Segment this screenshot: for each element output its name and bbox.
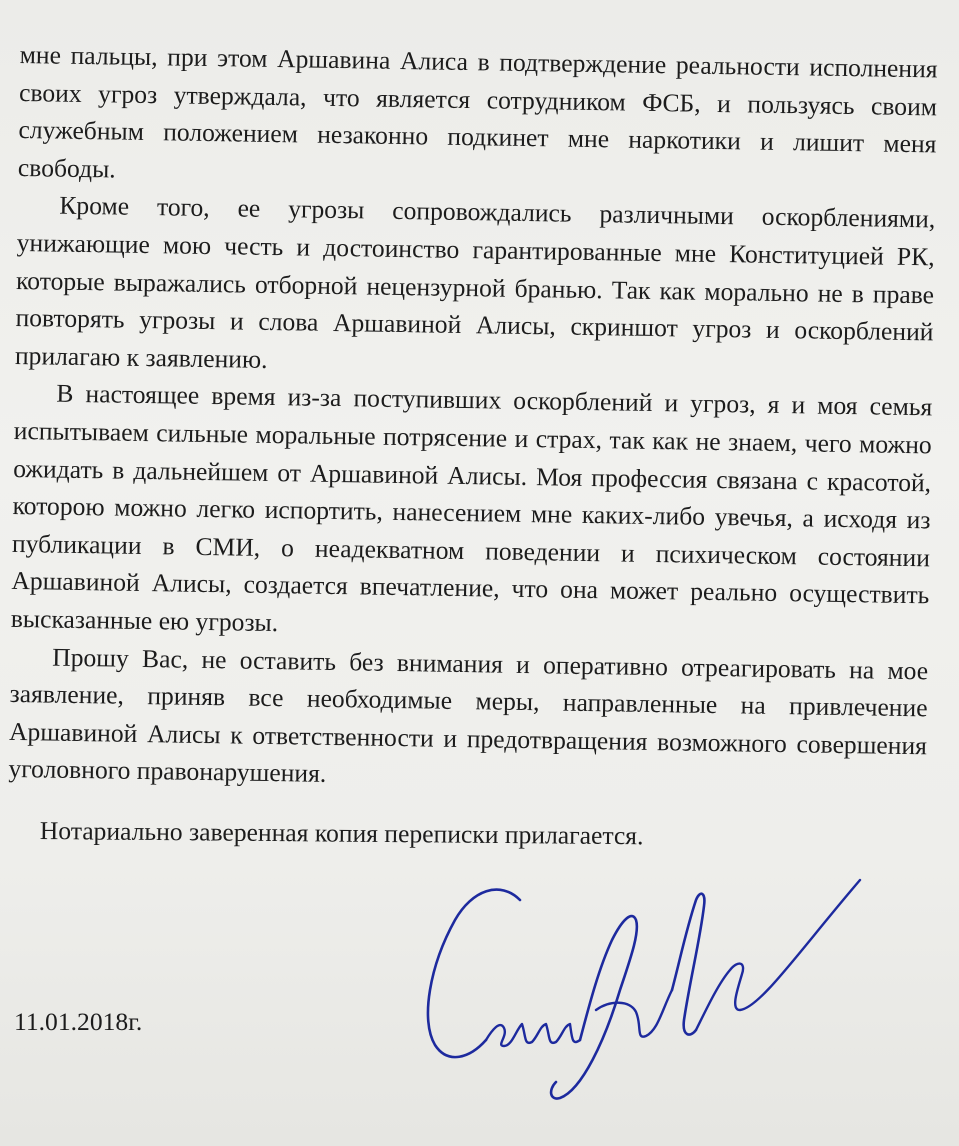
paragraph-1: мне пальцы, при этом Аршавина Алиса в подтверждение реальности исполнения своих угроз утверждала, что является сотрудником ФСБ, и пользуясь своим служебным положением незаконно подкинет мне наркотики и лишит меня свободы. [17,39,938,184]
paragraph-2: Кроме того, ее угрозы сопровождались различными оскорблениями, унижающие мою честь и достоинство гарантированные мне Конституцией РК, которые выражались отборной нецензурной бранью. Так как морально не в праве повторять угрозы и слова Аршавиной Алисы, скриншот угроз и оскорблений прилагаю к заявлению. [14,191,936,374]
paragraph-3: В настоящее время из-за поступивших оскорблений и угроз, я и моя семья испытываем сильные моральные потрясение и страх, так как не знаем, чего можно ожидать в дальнейшем от Аршавиной Алисы. Моя профессия связана с красотой, которою можно легко испортить, нанесением мне каких-либо увечья, а исходя из публикации в СМИ, о неадекватном поведении и психическом состоянии Аршавиной Алисы, создается впечатление, что она может реально осуществить высказанные ею угрозы. [10,378,933,638]
letter-body [8,36,938,802]
paragraph-4: Прошу Вас, не оставить без внимания и оперативно отреагировать на мое заявление, приняв все необходимые меры, направленные на привлечение Аршавиной Алисы к ответственности и предотвращения возможного совершения уголовного правонарушения. [8,642,929,789]
document-date: 11.01.2018г. [14,1007,143,1036]
attachment-note: Нотариально заверенная копия переписки прилагается. [39,815,644,851]
handwritten-signature [400,860,880,1120]
